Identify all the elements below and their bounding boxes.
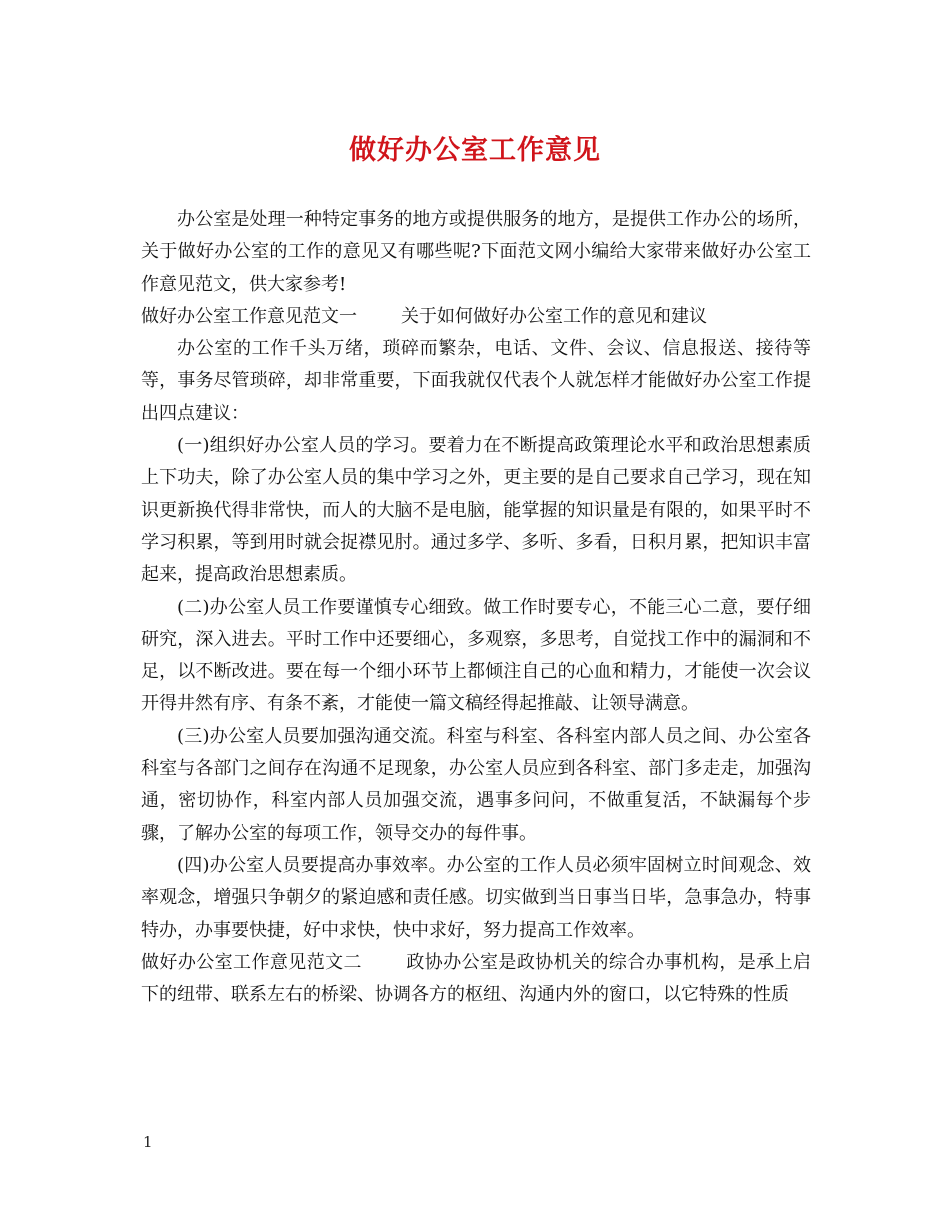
intro-paragraph: 办公室是处理一种特定事务的地方或提供服务的地方，是提供工作办公的场所，关于做好办公室的工作的意见又有哪些呢?下面范文网小编给大家带来做好办公室工作意见范文，供大家参考! xyxy=(141,209,811,295)
document-title: 做好办公室工作意见 xyxy=(349,135,601,166)
page-number: 1 xyxy=(143,1133,153,1151)
body-paragraph-1: 办公室的工作千头万绪，琐碎而繁杂，电话、文件、会议、信息报送、接待等等，事务尽管琐碎，却非常重要，下面我就仅代表个人就怎样才能做好办公室工作提出四点建议： xyxy=(141,338,811,424)
section-paragraph-2 xyxy=(141,947,811,1012)
point-paragraph-2: (二)办公室人员工作要谨慎专心细致。做工作时要专心，不能三心二意，要仔细研究，深入进去。平时工作中还要细心，多观察，多思考，自觉找工作中的漏洞和不足，以不断改进。要在每一个细小环节上都倾注自己的心血和精力，才能使一次会议开得井然有序、有条不紊，才能使一篇文稿经得起推敲、让领导满意。 xyxy=(141,596,811,715)
point-paragraph-1: (一)组织好办公室人员的学习。要着力在不断提高政策理论水平和政治思想素质上下功夫，除了办公室人员的集中学习之外，更主要的是自己要求自己学习，现在知识更新换代得非常快，而人的大脑不是电脑，能掌握的知识量是有限的，如果平时不学习积累，等到用时就会捉襟见肘。通过多学、多听、多看，日积月累，把知识丰富起来，提高政治思想素质。 xyxy=(141,435,811,586)
section-label-1: 做好办公室工作意见范文一 xyxy=(141,305,357,327)
section-subtitle-1: 关于如何做好办公室工作的意见和建议 xyxy=(401,305,707,327)
point-paragraph-3: (三)办公室人员要加强沟通交流。科室与科室、各科室内部人员之间、办公室各科室与各部门之间存在沟通不足现象，办公室人员应到各科室、部门多走走，加强沟通，密切协作，科室内部人员加强交流，遇事多问问，不做重复活，不缺漏每个步骤，了解办公室的每项工作，领导交办的每件事。 xyxy=(141,725,811,844)
section-text-2: 政协办公室是政协机关的综合办事机构，是承上启下的纽带、联系左右的桥梁、协调各方的枢纽、沟通内外的窗口，以它特殊的性质 xyxy=(141,951,812,1006)
point-paragraph-4: (四)办公室人员要提高办事效率。办公室的工作人员必须牢固树立时间观念、效率观念，增强只争朝夕的紧迫感和责任感。切实做到当日事当日毕，急事急办，特事特办，办事要快捷，好中求快，快中求好，努力提高工作效率。 xyxy=(141,854,811,941)
document-body xyxy=(141,204,811,1011)
section-heading-1 xyxy=(141,301,811,333)
section-label-2: 做好办公室工作意见范文二 xyxy=(141,951,362,973)
